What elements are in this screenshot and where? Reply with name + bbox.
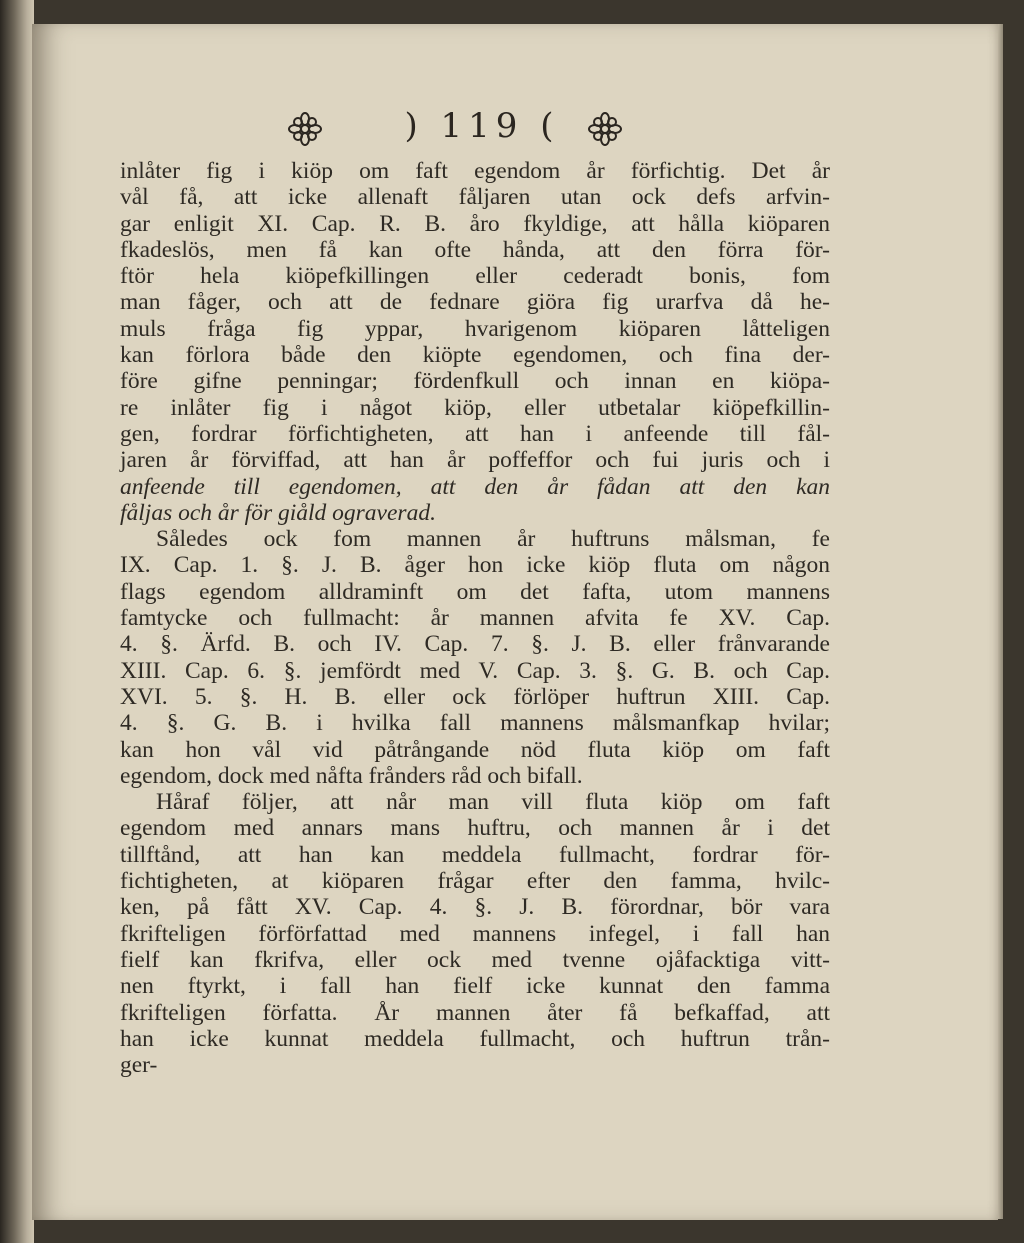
- text-line: gar enligit XI. Cap. R. B. åro fkyldige, att hålla kiöparen: [120, 210, 830, 237]
- text-line: vål få, att icke allenaft fåljaren utan ock defs arfvin-: [120, 184, 830, 211]
- text-line: nen ftyrkt, i fall han fielf icke kunnat den famma: [120, 973, 830, 1000]
- text-line: fielf kan fkrifva, eller ock med tvenne ojåfacktiga vitt-: [120, 946, 830, 973]
- text-line: fåljas och år för giåld ograverad.: [120, 499, 436, 526]
- text-line: Håraf följer, att når man vill fluta kiöp om faft: [156, 789, 830, 816]
- text-line: fkrifteligen författa. År mannen åter få befkaffad, att: [120, 999, 830, 1026]
- text-line: kan hon vål vid påtrångande nöd fluta kiöp om faft: [120, 736, 830, 763]
- text-line: ftör hela kiöpefkillingen eller cederadt bonis, fom: [120, 263, 830, 290]
- text-line: fkadeslös, men få kan ofte hånda, att den förra för-: [120, 236, 830, 263]
- text-line: re inlåter fig i något kiöp, eller utbetalar kiöpefkillin-: [120, 394, 830, 421]
- text-line: 4. §. G. B. i hvilka fall mannens målsmanfkap hvilar;: [120, 710, 830, 737]
- page-header: [32, 106, 998, 156]
- text-line: ken, på fått XV. Cap. 4. §. J. B. förordnar, bör vara: [120, 894, 830, 921]
- text-line: man fåger, och att de fednare giöra fig urarfva då he-: [120, 289, 830, 316]
- text-line: flags egendom alldraminft om det fafta, utom mannens: [120, 578, 830, 605]
- text-line: IX. Cap. 1. §. J. B. åger hon icke kiöp fluta om någon: [120, 552, 830, 579]
- text-line: Således ock fom mannen år huftruns målsman, fe: [156, 526, 830, 553]
- text-line: kan förlora både den kiöpte egendomen, och fina der-: [120, 342, 830, 369]
- text-line: före gifne penningar; fördenfkull och innan en kiöpa-: [120, 368, 830, 395]
- text-line: fichtigheten, at kiöparen frågar efter den famma, hvilc-: [120, 868, 830, 895]
- text-line: jaren år förviffad, att han år poffeffor och fui juris och i: [120, 447, 830, 474]
- text-line: inlåter fig i kiöp om faft egendom år förfichtig. Det år: [120, 158, 830, 184]
- body-text: [120, 158, 830, 1078]
- text-line: tillftånd, att han kan meddela fullmacht, fordrar för-: [120, 841, 830, 868]
- book-spine: [0, 0, 34, 1243]
- text-line: fkrifteligen förförfattad med mannens infegel, i fall han: [120, 920, 830, 947]
- catchword: ger-: [120, 1052, 158, 1079]
- text-line: egendom, dock med nåfta frånders råd och bifall.: [120, 762, 583, 789]
- book-page: [32, 24, 998, 1220]
- floral-ornament-icon: [588, 112, 622, 146]
- text-line: egendom med annars mans huftru, och mannen år i det: [120, 815, 830, 842]
- text-line: XIII. Cap. 6. §. jemfördt med V. Cap. 3. §. G. B. och Cap.: [120, 657, 830, 684]
- text-line: 4. §. Ärfd. B. och IV. Cap. 7. §. J. B. eller frånvarande: [120, 631, 830, 658]
- text-line: muls fråga fig yppar, hvarigenom kiöparen låtteligen: [120, 315, 830, 342]
- text-line: XVI. 5. §. H. B. eller ock förlöper huftrun XIII. Cap.: [120, 683, 830, 710]
- text-line: gen, fordrar förfichtigheten, att han i anfeende till fål-: [120, 420, 830, 447]
- floral-ornament-icon: [288, 112, 322, 146]
- page-number: ) 119 (: [404, 106, 560, 146]
- text-line: han icke kunnat meddela fullmacht, och huftrun trån-: [120, 1025, 830, 1052]
- text-line: anfeende till egendomen, att den år fådan att den kan: [120, 473, 830, 500]
- text-line: famtycke och fullmacht: år mannen afvita fe XV. Cap.: [120, 605, 830, 632]
